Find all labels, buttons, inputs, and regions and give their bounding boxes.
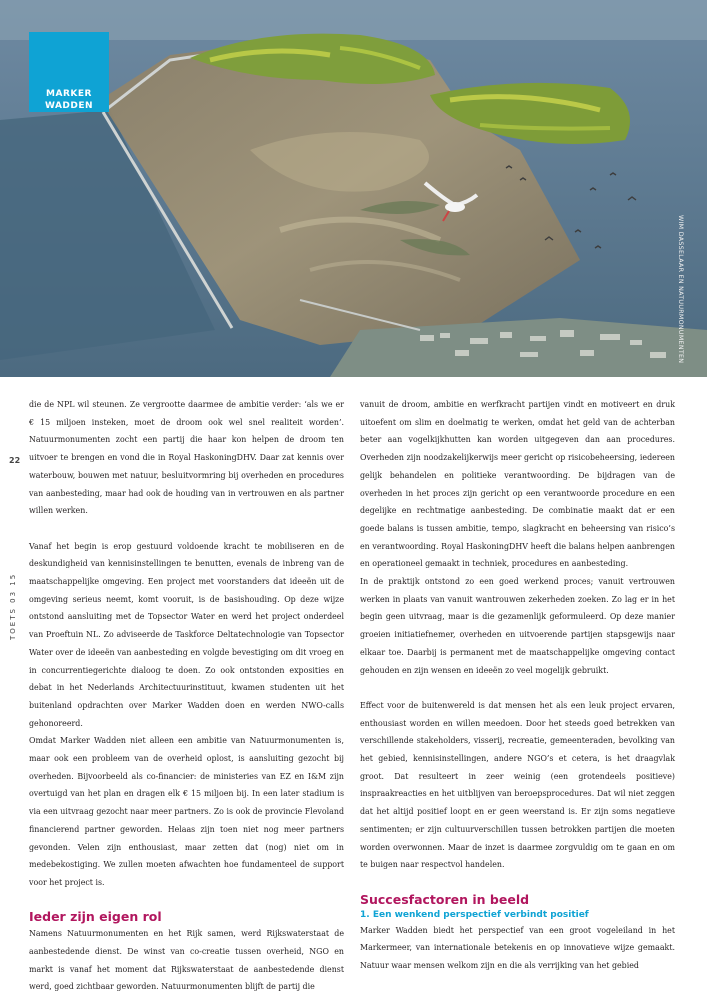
paragraph: vanuit de droom, ambitie en werfkracht partijen vindt en motiveert en druk uitoefent om slim en doelmatig te werken, omdat het geld van de achterban beter aan vogelkijkhutten kan worden uitgegeven dan aan procedures. Overheden zijn noodzakelijkerwijs meer gericht op risicobeheersing, iedereen gelijk behandelen en politieke verantwoording. De bijdragen van de overheden in het proces zijn gericht op een verantwoorde procedure en een degelijke en rechtmatige aanbesteding. De combinatie maakt dat er een goede balans is tussen ambitie, tempo, slagkracht en beheersing van risico’s en verantwoording. Royal HaskoningDHV heeft die balans helpen aanbrengen en operationeel gemaakt in techniek, procedures en aanbesteding. <box>360 400 675 569</box>
section-subheading: 1. Een wenkend perspectief verbindt positief <box>360 909 589 920</box>
paragraph: Vanaf het begin is erop gestuurd voldoende kracht te mobiliseren en de deskundigheid van kennisinstellingen te benutten, evenals de inbreng van de maatschappelijke omgeving. Een project met voorstanders dat ideeën uit de omgeving serieus neemt, komt vooruit, is de basishouding. Op deze wijze ontstond aansluiting met de Topsector Water en werd het project onderdeel van Proeftuin NL. Zo adviseerde de Taskforce Deltatechnologie van Topsector Water over de ideeën van aanbesteding en volgde bevestiging om dit vroeg en in concurrentiegerichte dialoog te doen. Zo ook ontstonden exposities en debat in het Nederlands Architectuurinstituut, kwamen studenten uit het buitenland opdrachten over Marker Wadden doen en werden NWO-calls gehonoreerd. <box>29 541 344 728</box>
section-tag-line-1: MARKER <box>46 89 92 99</box>
journal-issue-text: TOETS 03 15 <box>9 572 17 640</box>
paragraph: In de praktijk ontstond zo een goed werkend proces; vanuit vertrouwen werken in plaats van vanuit wantrouwen zekerheden zoeken. Zo lag er in het begin geen uitvraag, maar is die gezamenlijk geformuleerd. Op deze manier groeien initiatiefnemer, overheden en uitvoerende partijen stapsgewijs naar elkaar toe. Daarbij is permanent met de maatschappelijke omgeving contact gehouden en zijn wensen en ideeën zo veel mogelijk gebruikt. <box>360 577 675 675</box>
section-heading: Ieder zijn eigen rol <box>29 909 162 925</box>
section-tag <box>29 32 109 112</box>
hero-aerial-image <box>0 0 707 377</box>
left-column <box>29 396 344 996</box>
photo-credit-text: WIM DASSELAAR EN NATUURMONUMENTEN <box>677 215 684 364</box>
right-column <box>360 396 675 975</box>
page-number: 22 <box>9 456 21 465</box>
paragraph: die de NPL wil steunen. Ze vergrootte daarmee de ambitie verder: ‘als we er € 15 miljoen insteken, moet de droom ook wel snel realiteit worden’. Natuurmonumenten zocht een partij die haar kon helpen de droom ten uitvoer te brengen en vond die in Royal HaskoningDHV. Daar zat kennis over waterbouw, bouwen met natuur, besluitvormring bij overheden en procedures van aanbesteding, maar had ook de houding van in vertrouwen en als partner willen werken. <box>29 400 344 516</box>
section-tag-line-2: WADDEN <box>44 101 94 111</box>
paragraph: Marker Wadden biedt het perspectief van een groot vogeleiland in het Markermeer, van internationale betekenis en op innovatieve wijze gemaakt. Natuur waar mensen welkom zijn en die als verrijking van het gebied <box>360 925 675 971</box>
paragraph: Namens Natuurmonumenten en het Rijk samen, werd Rijkswaterstaat de aanbestedende dienst. De winst van co-creatie tussen overheid, NGO en markt is vanaf het moment dat Rijkswaterstaat de aanbestedende dienst werd, goed zichtbaar geworden. Natuurmonumenten blijft de partij die <box>29 929 344 992</box>
paragraph: Omdat Marker Wadden niet alleen een ambitie van Natuurmonumenten is, maar ook een probleem van de overheid oplost, is aansluiting gezocht bij overheden. Bijvoorbeeld als co-financier: de ministeries van EZ en I&M zijn overtuigd van het plan en dragen elk € 15 miljoen bij. In een later stadium is via een uitvraag gezocht naar meer partners. Zo is ook de provincie Flevoland financierend partner geworden. Helaas zijn toen niet nog meer partners gevonden. Velen zijn enthousiast, maar zetten dat (nog) niet om in medebekostiging. We zullen moeten afwachten hoe fundamenteel de support voor het project is. <box>29 736 344 887</box>
section-heading: Succesfactoren in beeld <box>360 891 530 907</box>
paragraph: Effect voor de buitenwereld is dat mensen het als een leuk project ervaren, enthousiast worden en willen meedoen. Door het steeds goed betrekken van verschillende stakeholders, visserij, recreatie, gemeenteraden, bevolking van het gebied, kennisinstellingen, andere NGO’s et cetera, is het draagvlak groot. Dat resulteert in zeer weinig (een grotendeels positieve) inspraakreacties en het uitblijven van beroepsprocedures. Dat wil niet zeggen dat het altijd positief loopt en er geen weerstand is. Er zijn soms negatieve sentimenten; er zijn cultuurverschillen tussen betrokken partijen die moeten worden overwonnen. Maar de inzet is daarmee zorgvuldig om te gaan en om te buigen naar respectvol handelen. <box>360 700 675 870</box>
photo-credit <box>676 215 686 365</box>
